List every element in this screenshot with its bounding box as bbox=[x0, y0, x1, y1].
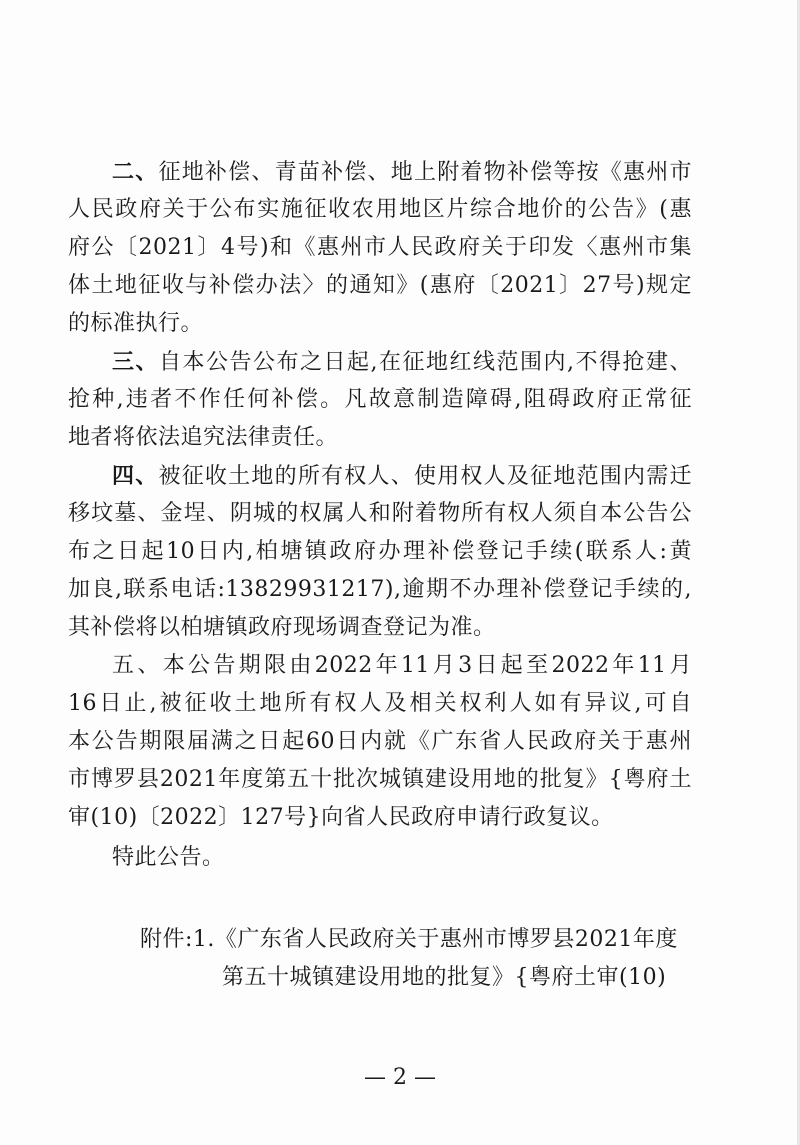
paragraph-3-line-1 bbox=[112, 348, 692, 377]
paragraph-5-line-3: 本公告期限届满之日起60日内就《广东省人民政府关于惠州 bbox=[68, 729, 692, 754]
paragraph-2-text-1: 征地补偿、青苗补偿、地上附着物补偿等按《惠州市 bbox=[158, 160, 692, 185]
attachment-line-1: 附件:1.《广东省人民政府关于惠州市博罗县2021年度 bbox=[140, 927, 678, 952]
page-number: — 2 — bbox=[364, 1065, 436, 1090]
paragraph-3-text-1: 自本公告公布之日起,在征地红线范围内,不得抢建、 bbox=[159, 350, 692, 375]
paragraph-3-heading: 三、 bbox=[112, 349, 159, 375]
paragraph-4-line-3: 布之日起10日内,柏塘镇政府办理补偿登记手续(联系人:黄 bbox=[68, 539, 692, 564]
paragraph-2-heading: 二、 bbox=[112, 159, 159, 185]
paragraph-5-line-4: 市博罗县2021年度第五十批次城镇建设用地的批复》{粤府土 bbox=[68, 767, 692, 792]
paragraph-4-line-5: 其补偿将以柏塘镇政府现场调查登记为准。 bbox=[68, 615, 496, 640]
paragraph-2-line-2: 人民政府关于公布实施征收农用地区片综合地价的公告》(惠 bbox=[68, 197, 692, 222]
paragraph-4-line-1 bbox=[112, 462, 692, 491]
paragraph-4-line-2: 移坟墓、金埕、阴城的权属人和附着物所有权人须自本公告公 bbox=[68, 501, 692, 526]
paragraph-4-line-4: 加良,联系电话:13829931217),逾期不办理补偿登记手续的, bbox=[68, 577, 692, 602]
paragraph-2-line-4: 体土地征收与补偿办法〉的通知》(惠府〔2021〕27号)规定 bbox=[68, 273, 692, 298]
paragraph-5-line-1: 五、本公告期限由2022年11月3日起至2022年11月 bbox=[112, 653, 692, 678]
attachment-line-2: 第五十城镇建设用地的批复》{粤府土审(10) bbox=[222, 965, 667, 990]
paragraph-5-line-2: 16日止,被征收土地所有权人及相关权利人如有异议,可自 bbox=[68, 691, 692, 716]
paragraph-4-heading: 四、 bbox=[112, 463, 159, 489]
paragraph-2-line-3: 府公〔2021〕4号)和《惠州市人民政府关于印发〈惠州市集 bbox=[68, 235, 692, 260]
paragraph-4-text-1: 被征收土地的所有权人、使用权人及征地范围内需迁 bbox=[158, 464, 692, 489]
paragraph-2-line-5: 的标准执行。 bbox=[68, 311, 204, 336]
paragraph-2-line-1 bbox=[112, 158, 692, 187]
paragraph-5-line-5: 审(10)〔2022〕127号}向省人民政府申请行政复议。 bbox=[68, 805, 614, 830]
closing-statement: 特此公告。 bbox=[112, 845, 225, 870]
paragraph-3-line-2: 抢种,违者不作任何补偿。凡故意制造障碍,阻碍政府正常征 bbox=[68, 387, 692, 412]
paragraph-3-line-3: 地者将依法追究法律责任。 bbox=[68, 425, 339, 450]
